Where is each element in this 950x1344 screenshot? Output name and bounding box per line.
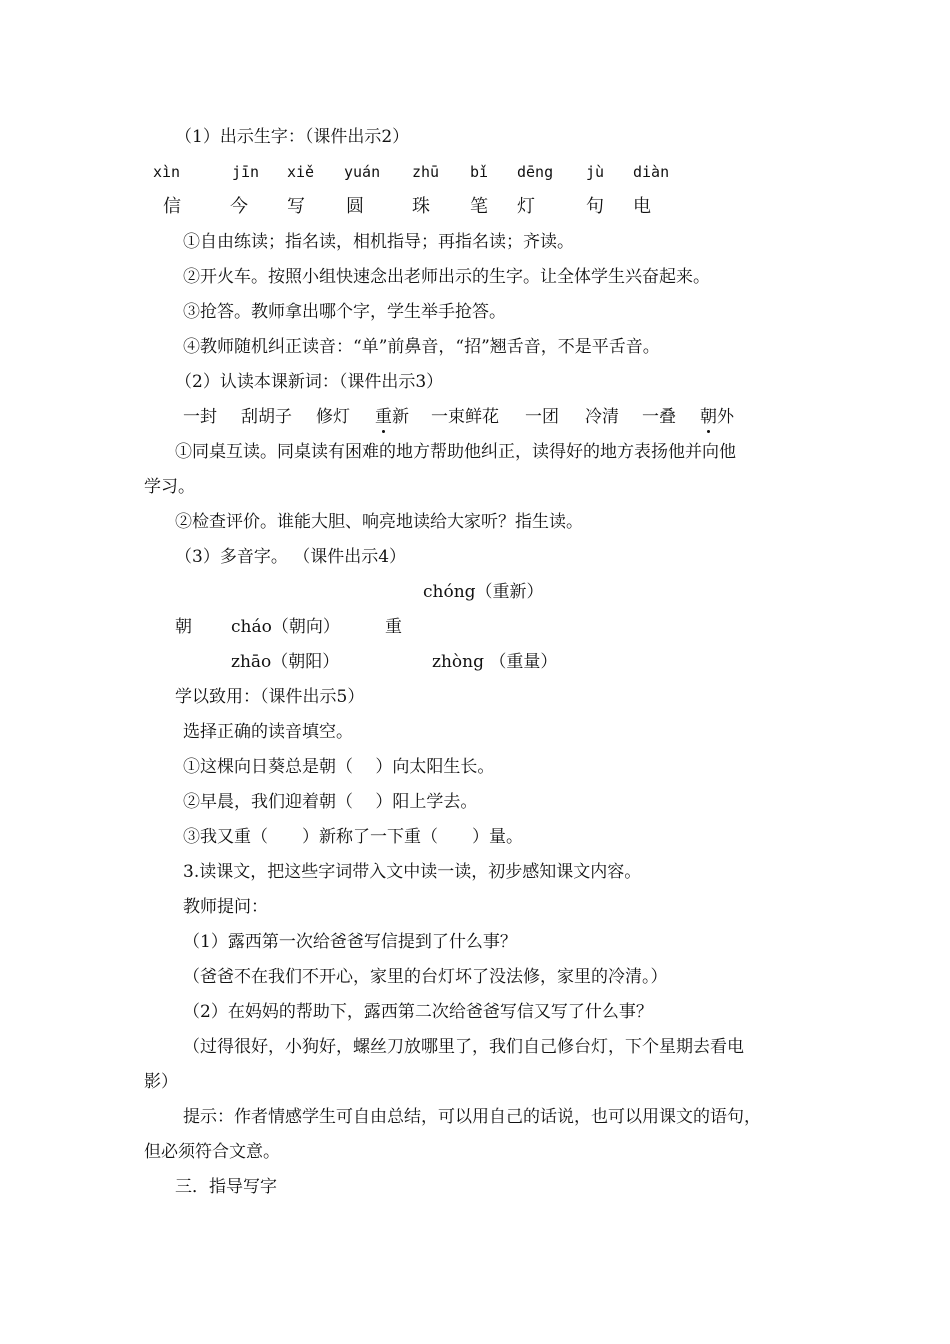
step-pronunciation-correction: ④教师随机纠正读音：“单”前鼻音，“招”翘舌音，不是平舌音。 <box>183 337 660 357</box>
practice-item: ③我又重（ ）新称了一下重（ ）量。 <box>183 827 523 847</box>
practice-instruction: 选择正确的读音填空。 <box>183 722 353 742</box>
pinyin: xiě <box>287 163 315 181</box>
pinyin: zhū <box>412 163 440 181</box>
character: 句 <box>586 196 604 217</box>
step-train-reading: ②开火车。按照小组快速念出老师出示的生字。让全体学生兴奋起来。 <box>183 267 710 287</box>
question-1: （1）露西第一次给爸爸写信提到了什么事？ <box>183 932 517 952</box>
pinyin: xìn <box>153 163 181 181</box>
word: 一团 <box>525 407 559 427</box>
pinyin: bǐ <box>470 163 489 181</box>
answer-2: （过得很好，小狗好，螺丝刀放哪里了，我们自己修台灯，下个星期去看电 <box>183 1037 744 1057</box>
pinyin: dēng <box>517 163 554 181</box>
question-2: （2）在妈妈的帮助下，露西第二次给爸爸写信又写了什么事？ <box>183 1002 653 1022</box>
emphasis-dot-char: 重 <box>375 407 392 427</box>
word: 修灯 <box>316 407 350 427</box>
polyphonic-char-zhong: 重 <box>385 617 402 637</box>
pinyin: yuán <box>344 163 381 181</box>
section-heading-new-characters: （1）出示生字：（课件出示2） <box>175 127 410 147</box>
step-check-evaluation: ②检查评价。谁能大胆、响亮地读给大家听？指生读。 <box>175 512 583 532</box>
character: 笔 <box>470 196 488 217</box>
pinyin: jù <box>586 163 605 181</box>
step-free-reading: ①自由练读；指名读，相机指导；再指名读；齐读。 <box>183 232 574 252</box>
character: 圆 <box>346 196 364 217</box>
teacher-questions-label: 教师提问： <box>183 897 268 917</box>
character: 珠 <box>412 196 430 217</box>
polyphonic-char-chao: 朝 <box>175 617 192 637</box>
word: 一束鲜花 <box>431 407 499 427</box>
step-partner-reading: ①同桌互读。同桌读有困难的地方帮助他纠正，读得好的地方表扬他并向他 <box>175 442 736 462</box>
section-heading-new-words: （2）认读本课新词：（课件出示3） <box>175 372 444 392</box>
character: 电 <box>633 196 651 217</box>
step-partner-reading-cont: 学习。 <box>144 477 195 497</box>
tip-cont: 但必须符合文意。 <box>144 1142 280 1162</box>
practice-heading: 学以致用：（课件出示5） <box>175 687 365 707</box>
section-heading-writing: 三．指导写字 <box>175 1177 277 1197</box>
section-heading-polyphonic: （3）多音字。 （课件出示4） <box>175 547 407 567</box>
character: 今 <box>230 196 248 217</box>
reading-zhong: zhòng （重量） <box>432 652 558 672</box>
character: 灯 <box>517 196 535 217</box>
word: 一封 <box>183 407 217 427</box>
answer-1: （爸爸不在我们不开心，家里的台灯坏了没法修，家里的冷清。） <box>183 967 668 987</box>
emphasis-dot-char: 朝 <box>700 407 717 427</box>
word: 冷清 <box>585 407 619 427</box>
pinyin: diàn <box>633 163 670 181</box>
word: 刮胡子 <box>241 407 292 427</box>
word: 朝外 <box>700 407 734 427</box>
practice-item: ①这棵向日葵总是朝（ ）向太阳生长。 <box>183 757 495 777</box>
tip: 提示：作者情感学生可自由总结，可以用自己的话说，也可以用课文的语句， <box>183 1107 761 1127</box>
reading-chong: chóng（重新） <box>423 582 544 602</box>
practice-item: ②早晨，我们迎着朝（ ）阳上学去。 <box>183 792 478 812</box>
reading-zhao: zhāo（朝阳） <box>231 652 340 672</box>
word: 一叠 <box>642 407 676 427</box>
character: 信 <box>163 196 181 217</box>
step-quick-answer: ③抢答。教师拿出哪个字，学生举手抢答。 <box>183 302 506 322</box>
reading-chao: cháo（朝向） <box>231 617 340 637</box>
character: 写 <box>287 196 305 217</box>
word: 重新 <box>375 407 409 427</box>
pinyin: jīn <box>232 163 260 181</box>
step-read-text: 3.读课文，把这些字词带入文中读一读，初步感知课文内容。 <box>183 862 642 882</box>
answer-2-cont: 影） <box>144 1072 178 1092</box>
